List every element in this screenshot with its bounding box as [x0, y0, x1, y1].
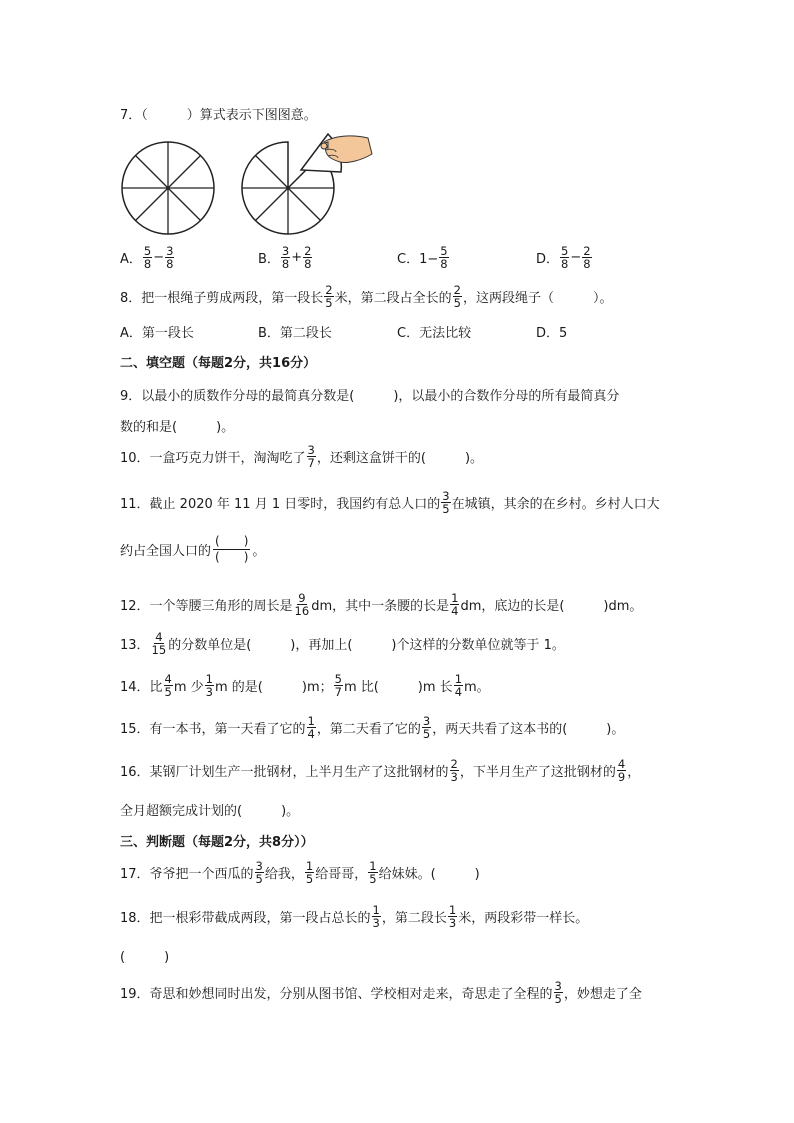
circle-with-removed-piece-figure — [236, 128, 376, 240]
fraction: $\frac{5}{8}$ — [440, 244, 448, 271]
q11-line-2: 约占全国人口的 $\frac{( )}{( )}$ 。 — [120, 534, 266, 564]
operator: − — [570, 250, 582, 265]
q13-stem: 13． $\frac{4}{15}$ 的分数单位是( )，再加上( )个这样的分数单位就等于 1。 — [120, 630, 565, 657]
fraction: $\frac{1}{4}$ — [307, 714, 315, 741]
fraction: $\frac{3}{7}$ — [307, 443, 315, 470]
fraction: $\frac{5}{7}$ — [334, 672, 342, 699]
fraction: $\frac{2}{5}$ — [325, 283, 333, 310]
q16-line-1: 16．某钢厂计划生产一批钢材，上半月生产了这批钢材的 $\frac{2}{3}$ ，下半月生产了这批钢材的 $\frac{4}{9}$ ， — [120, 757, 641, 784]
fraction: $\frac{3}{8}$ — [166, 244, 174, 271]
q8-option-b[interactable]: B．第二段长 — [258, 326, 332, 341]
q11-line-1: 11．截止 2020 年 11 月 1 日零时，我国约有总人口的 $\frac{3}{5}$ 在城镇，其余的在乡村。乡村人口大 — [120, 489, 660, 516]
q19-line-1: 19．奇思和妙想同时出发，分别从图书馆、学校相对走来，奇思走了全程的 $\frac{3}{5}$ ，妙想走了全 — [120, 979, 642, 1006]
fraction: $\frac{5}{8}$ — [561, 244, 569, 271]
circle-eighths-figure — [118, 138, 218, 238]
fraction: $\frac{1}{3}$ — [372, 903, 380, 930]
q15-stem: 15．有一本书，第一天看了它的 $\frac{1}{4}$ ，第二天看了它的 $\frac{3}{5}$ ，两天共看了这本书的( )。 — [120, 714, 625, 741]
fraction: $\frac{1}{5}$ — [305, 859, 314, 886]
fraction: $\frac{3}{5}$ — [422, 714, 431, 741]
q8-option-c[interactable]: C．无法比较 — [397, 326, 472, 341]
q17-stem: 17．爷爷把一个西瓜的 $\frac{3}{5}$ 给我， $\frac{1}{5}$ 给哥哥， $\frac{1}{5}$ 给妹妹。( ) — [120, 859, 480, 886]
fraction: $\frac{3}{5}$ — [255, 859, 263, 886]
section-heading-fill-in: 二、填空题（每题2分，共16分） — [120, 356, 317, 371]
fraction: $\frac{9}{16}$ — [294, 591, 310, 618]
q16-line-2: 全月超额完成计划的( )。 — [120, 804, 300, 819]
q7-option-c-label: C．1− — [397, 252, 439, 267]
fraction: $\frac{5}{8}$ — [143, 244, 152, 271]
fraction: $\frac{3}{5}$ — [554, 979, 562, 1006]
section-heading-true-false: 三、判断题（每题2分，共8分）） — [120, 835, 314, 850]
q7-option-c[interactable] — [397, 245, 450, 270]
fraction: $\frac{4}{9}$ — [617, 757, 626, 784]
fraction: $\frac{1}{4}$ — [451, 591, 459, 618]
q9-line-2: 数的和是( )。 — [120, 420, 235, 435]
fraction: $\frac{4}{5}$ — [164, 672, 172, 699]
q7-option-a[interactable] — [120, 245, 175, 270]
q7-option-d-label: D． — [536, 252, 560, 267]
fraction: $\frac{2}{8}$ — [583, 244, 591, 271]
fraction: $\frac{3}{8}$ — [281, 244, 290, 271]
answer-blank-fraction[interactable]: $\frac{( )}{( )}$ — [215, 534, 249, 564]
q18-line-2: ( ) — [120, 950, 170, 965]
fraction: $\frac{1}{3}$ — [448, 903, 457, 930]
fraction: $\frac{1}{4}$ — [454, 672, 463, 699]
fraction: $\frac{4}{15}$ — [151, 630, 167, 657]
q7-option-b[interactable] — [258, 245, 313, 270]
fraction: $\frac{2}{5}$ — [453, 283, 461, 310]
fraction: $\frac{1}{5}$ — [369, 859, 377, 886]
q8-stem: 8．把一根绳子剪成两段，第一段长 $\frac{2}{5}$ 米，第二段占全长的 $\frac{2}{5}$ ，这两段绳子（ ）。 — [120, 283, 613, 310]
q7-option-a-label: A． — [120, 252, 142, 267]
q18-line-1: 18．把一根彩带截成两段，第一段占总长的 $\frac{1}{3}$ ，第二段长 $\frac{1}{3}$ 米，两段彩带一样长。 — [120, 903, 589, 930]
q7-stem — [120, 104, 317, 123]
q9-line-1: 9．以最小的质数作分母的最简真分数是( )，以最小的合数作分母的所有最简真分 — [120, 389, 620, 404]
q7-stem-text: 7．（ ）算式表示下图图意。 — [120, 108, 317, 123]
q14-stem: 14．比 $\frac{4}{5}$ m 少 $\frac{1}{3}$ m 的是( )m； $\frac{5}{7}$ m 比( )m 长 $\frac{1}{4}$ m。 — [120, 672, 490, 699]
fraction: $\frac{2}{3}$ — [450, 757, 458, 784]
q8-option-a[interactable]: A．第一段长 — [120, 326, 194, 341]
q8-option-d[interactable]: D．5 — [536, 326, 568, 341]
operator: + — [291, 250, 303, 265]
q7-option-d[interactable] — [536, 245, 593, 270]
q10-stem: 10．一盒巧克力饼干，淘淘吃了 $\frac{3}{7}$ ，还剩这盒饼干的( )。 — [120, 443, 484, 470]
fraction: $\frac{3}{5}$ — [442, 489, 450, 516]
fraction: $\frac{1}{3}$ — [205, 672, 213, 699]
q7-option-b-label: B． — [258, 252, 280, 267]
q12-stem: 12．一个等腰三角形的周长是 $\frac{9}{16}$ dm，其中一条腰的长是 $\frac{1}{4}$ dm，底边的长是( )dm。 — [120, 591, 643, 618]
operator: − — [153, 250, 165, 265]
fraction: $\frac{2}{8}$ — [304, 244, 312, 271]
